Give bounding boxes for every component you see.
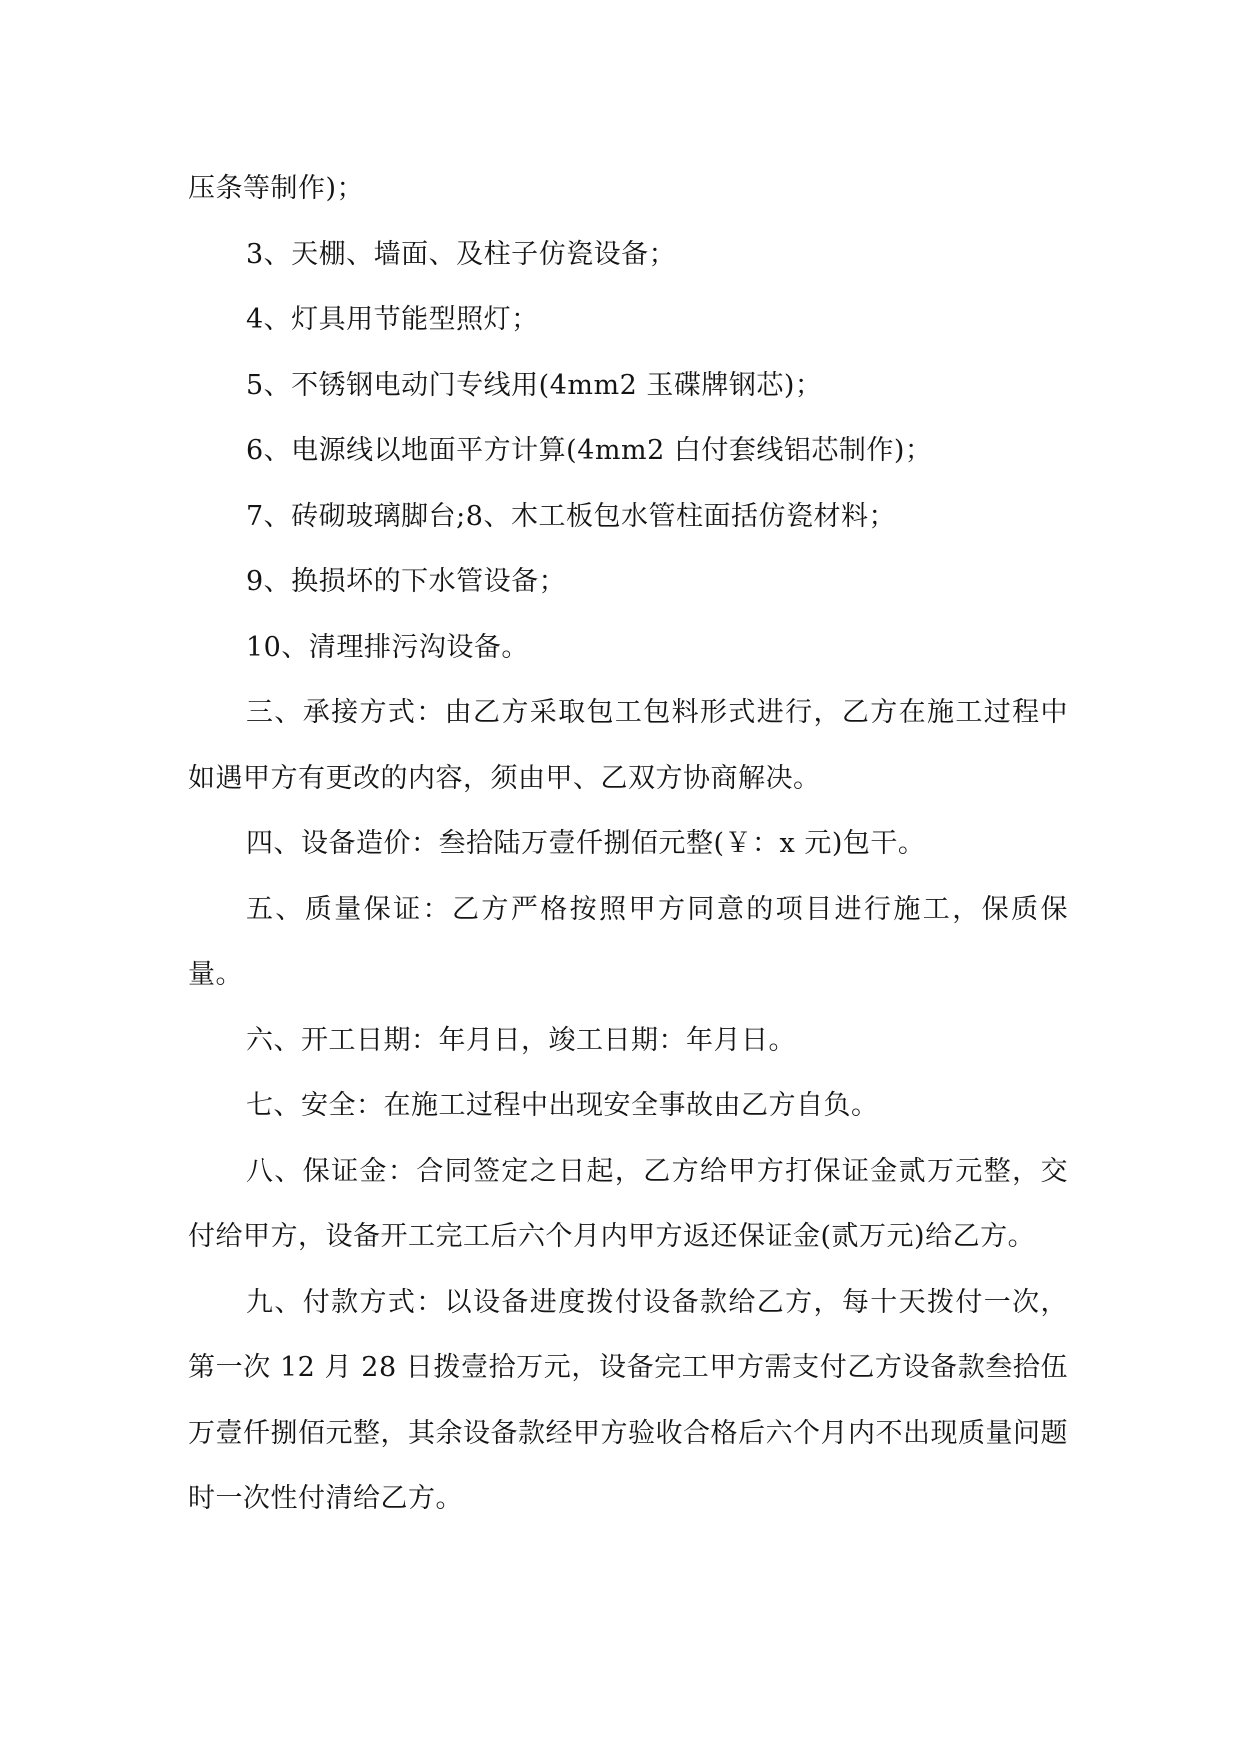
paragraph-2: 3、天棚、墙面、及柱子仿瓷设备； [246, 238, 677, 270]
paragraph-1: 压条等制作)； [188, 173, 365, 204]
document-body [188, 156, 1068, 1532]
paragraph-quality: 五、质量保证：乙方严格按照甲方同意的项目进行施工，保质保量。 [188, 893, 1068, 990]
paragraph-4: 5、不锈钢电动门专线用(4mm2 玉碟牌钢芯)； [246, 369, 823, 401]
paragraph-deposit: 八、保证金：合同签定之日起，乙方给甲方打保证金贰万元整，交付给甲方，设备开工完工后六个月内甲方返还保证金(贰万元)给乙方。 [188, 1155, 1068, 1252]
paragraph-price: 四、设备造价：叁拾陆万壹仟捌佰元整(￥：x 元)包干。 [246, 828, 926, 859]
paragraph-8: 10、清理排污沟设备。 [246, 631, 529, 663]
paragraph-5: 6、电源线以地面平方计算(4mm2 白付套线铝芯制作)； [246, 435, 933, 466]
paragraph-dates: 六、开工日期：年月日，竣工日期：年月日。 [246, 1024, 796, 1056]
paragraph-6: 7、砖砌玻璃脚台;8、木工板包水管柱面括仿瓷材料； [246, 500, 896, 532]
paragraph-7: 9、换损坏的下水管设备； [246, 566, 567, 597]
paragraph-payment: 九、付款方式：以设备进度拨付设备款给乙方，每十天拨付一次，第一次 12 月 28 日拨壹拾万元，设备完工甲方需支付乙方设备款叁拾伍万壹仟捌佰元整，其余设备款经甲方验收合格后六个月内不出现质量问题时一次性付清给乙方。 [188, 1286, 1068, 1514]
paragraph-3: 4、灯具用节能型照灯； [246, 304, 539, 335]
paragraph-safety: 七、安全：在施工过程中出现安全事故由乙方自负。 [246, 1090, 879, 1121]
paragraph-contract-method: 三、承接方式：由乙方采取包工包料形式进行，乙方在施工过程中如遇甲方有更改的内容，须由甲、乙双方协商解决。 [188, 697, 1068, 794]
